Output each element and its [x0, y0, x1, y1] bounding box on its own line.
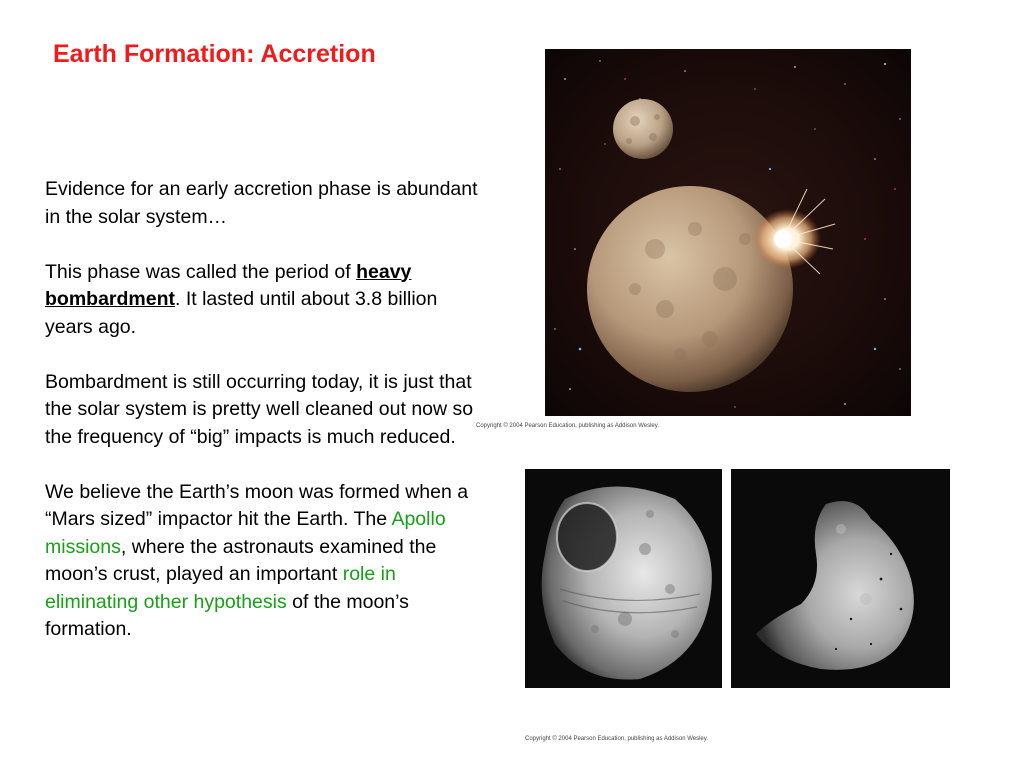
bombardment-lead: This phase was called the period of [45, 260, 357, 283]
bombardment-tail: . It lasted until about 3.8 billion years ago. [45, 288, 438, 338]
paragraph-heavy-bombardment [45, 259, 485, 342]
moon-part1: We believe the Earth’s moon was formed when a “Mars sized” impactor hit the Earth. The [45, 480, 469, 530]
phobos-moon-image [525, 469, 722, 688]
slide-body [45, 176, 485, 671]
moons-image-copyright: Copyright © 2004 Pearson Education, publishing as Addison Wesley. [525, 736, 708, 742]
apollo-missions-text: Apollo missions [45, 508, 446, 558]
moon-part3: of the moon’s formation. [45, 590, 409, 640]
moon-part2: , where the astronauts examined the moon’s crust, played an important [45, 535, 437, 585]
paragraph-moon-formation [45, 479, 485, 644]
paragraph-accretion-evidence: Evidence for an early accretion phase is abundant in the solar system… [45, 178, 478, 228]
impact-image-copyright: Copyright © 2004 Pearson Education, publishing as Addison Wesley. [476, 423, 659, 429]
deimos-moon-image [731, 469, 950, 688]
eliminating-hypothesis-text: role in eliminating other hypothesis [45, 563, 396, 613]
paragraph-bombardment-today: Bombardment is still occurring today, it is just that the solar system is pretty well cleaned out now so the frequency of “big” impacts is much reduced. [45, 370, 474, 448]
slide-title: Earth Formation: Accretion [53, 40, 376, 68]
heavy-bombardment-term: heavy bombardment [45, 260, 412, 310]
planet-impact-image [545, 49, 911, 416]
